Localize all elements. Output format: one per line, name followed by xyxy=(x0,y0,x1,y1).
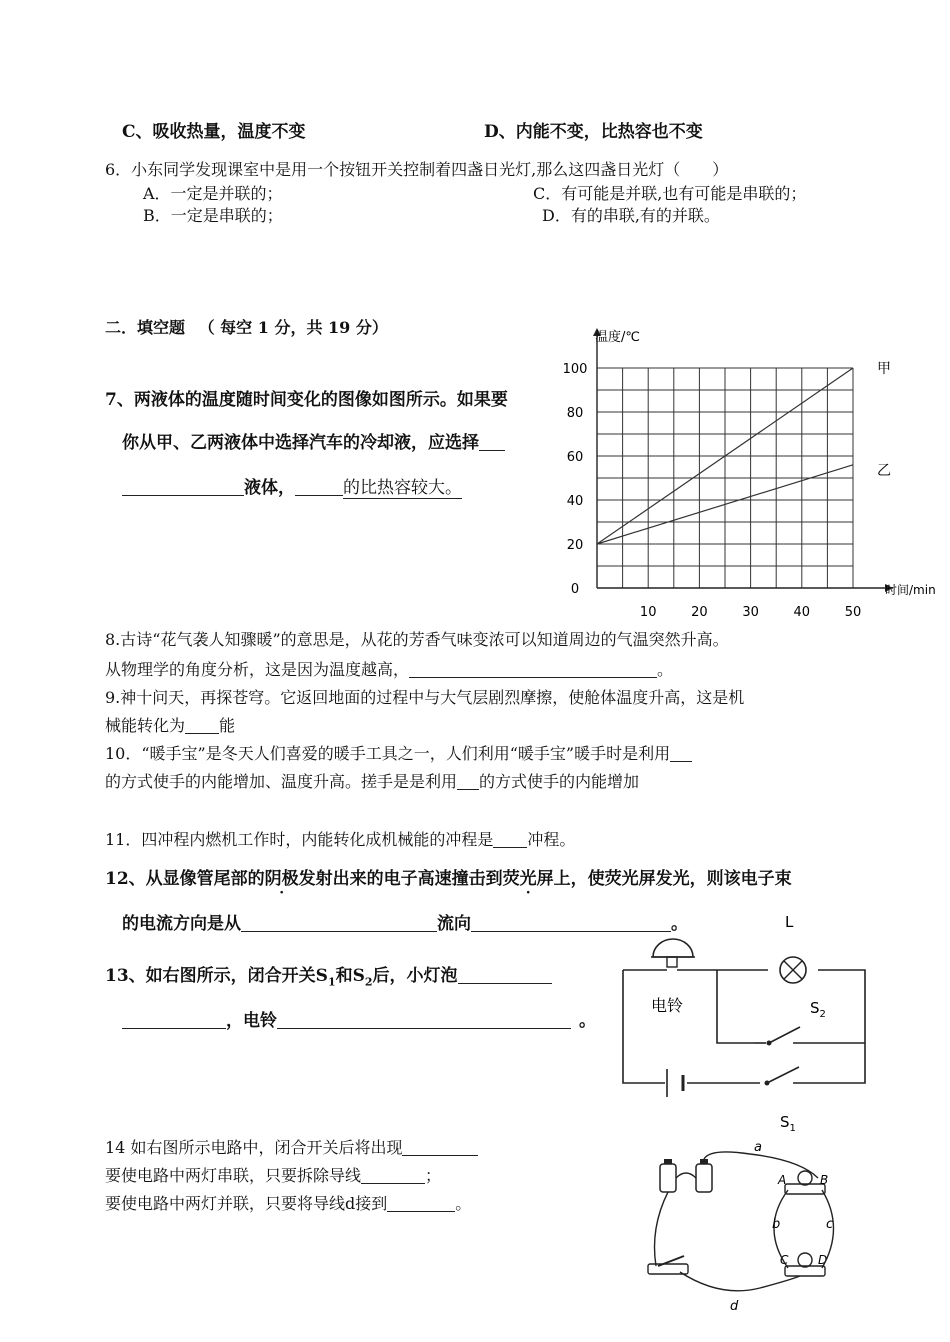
chart-labels xyxy=(563,329,936,620)
q12-line1 xyxy=(105,869,792,889)
q6-option-d: D．有的串联,有的并联。 xyxy=(542,206,720,225)
q14-circuit-drawing xyxy=(640,1138,850,1338)
wire-a-label: a xyxy=(754,1140,762,1155)
y-tick-label: 80 xyxy=(566,406,584,421)
wire-d-label: d xyxy=(730,1299,739,1314)
lamp-top-icon xyxy=(785,1171,825,1194)
q9-line2 xyxy=(105,716,235,736)
q7-line3 xyxy=(122,478,462,498)
lamp-icon xyxy=(780,957,806,983)
q12-text-1: 12、从显像管尾部的 xyxy=(105,869,265,889)
q9-blank[interactable] xyxy=(185,717,219,734)
q13-main-wires xyxy=(623,970,865,1083)
q10-blank-2[interactable] xyxy=(457,773,479,790)
q13-sub-1: 1 xyxy=(327,975,336,989)
knife-switch-icon xyxy=(648,1256,688,1274)
terminal-b-label: B xyxy=(820,1173,829,1187)
q12-line2-b: 流向 xyxy=(437,914,471,934)
q13-line1-text: 13、如右图所示，闭合开关S xyxy=(105,966,328,986)
bell-icon xyxy=(645,939,700,970)
temperature-chart xyxy=(540,320,950,620)
q13-circuit-diagram xyxy=(605,905,885,1135)
x-tick-label: 30 xyxy=(742,605,759,620)
q12-text-3: 发射出来的电子高速撞击到 xyxy=(298,869,503,889)
q13-line1-end: 后，小灯泡 xyxy=(372,966,458,986)
switch-s1-label: $S_1$ xyxy=(780,1113,796,1134)
q13-line2-b: 。 xyxy=(579,1011,596,1031)
wire-a xyxy=(704,1152,818,1178)
terminal-d-label: D xyxy=(818,1253,828,1267)
chart-grid xyxy=(597,368,853,588)
q13-blank-3[interactable] xyxy=(277,1012,571,1029)
q14-line1 xyxy=(105,1138,478,1158)
q7-line1: 7、两液体的温度随时间变化的图像如图所示。如果要 xyxy=(105,390,508,410)
q13-line1 xyxy=(105,966,552,992)
q10-line2-a: 的方式使手的内能增加、温度升高。搓手是是利用 xyxy=(105,772,458,791)
q13-sub-2: 2 xyxy=(364,975,373,989)
battery-pack-icon xyxy=(660,1159,712,1192)
q8-line2 xyxy=(105,660,673,680)
q7-blank-1[interactable] xyxy=(479,434,505,451)
q7-line2 xyxy=(122,433,505,453)
q13-blank-1[interactable] xyxy=(458,967,552,984)
q12-line2-a: 的电流方向是从 xyxy=(122,914,241,934)
q10-line1-text: 10．“暖手宝”是冬天人们喜爱的暖手工具之一，人们利用“暖手宝”暖手时是利用 xyxy=(105,744,671,763)
series-label-1: 甲 xyxy=(877,361,891,377)
q9-line2-b: 能 xyxy=(219,716,236,735)
wire-b-label: b xyxy=(772,1217,781,1232)
q14-line3 xyxy=(105,1194,471,1214)
x-tick-label: 20 xyxy=(691,605,708,620)
q9-line2-a: 械能转化为 xyxy=(105,716,186,735)
q12-blank-1[interactable] xyxy=(241,915,437,932)
switch-s2-label: $S_2$ xyxy=(810,999,826,1020)
q11-line1-b: 冲程。 xyxy=(527,830,576,849)
y-tick-label: 20 xyxy=(566,538,584,553)
battery-icon xyxy=(667,1069,683,1097)
series-label-2: 乙 xyxy=(877,462,891,479)
q7-blank-3[interactable] xyxy=(295,479,343,496)
q13-line1-mid: 和S xyxy=(335,966,365,986)
q9-line1: 9.神十问天，再探苍穹。它返回地面的过程中与大气层剧烈摩擦，使舱体温度升高，这是机 xyxy=(105,688,745,707)
section2-title: 二．填空题 xyxy=(105,318,186,337)
q12-emphasis-cathode: 阴极 xyxy=(264,869,299,889)
y-tick-label: 0 xyxy=(570,582,580,597)
q14-line3-a: 要使电路中两灯并联，只要将导线d接到 xyxy=(105,1194,388,1213)
q14-blank-1[interactable] xyxy=(402,1139,478,1156)
q6-option-a: A．一定是并联的； xyxy=(143,184,283,203)
q12-emphasis-screen: 荧光屏 xyxy=(502,869,554,889)
q14-line2 xyxy=(105,1166,441,1186)
section2-heading xyxy=(105,318,388,338)
q11-blank[interactable] xyxy=(493,831,527,848)
q7-blank-2[interactable] xyxy=(122,479,244,496)
q13-blank-2[interactable] xyxy=(122,1012,226,1029)
q14-line2-b: ； xyxy=(425,1166,442,1185)
q11-line1 xyxy=(105,830,575,850)
q10-line1 xyxy=(105,744,692,764)
q13-line2 xyxy=(122,1011,596,1031)
x-tick-label: 40 xyxy=(793,605,811,620)
q10-line2-b: 的方式使手的内能增加 xyxy=(479,772,640,791)
q14-line1-text: 14 如右图所示电路中，闭合开关后将出现 xyxy=(105,1138,403,1157)
x-axis-label: 时间/min xyxy=(885,583,936,597)
q12-line2-c: 。 xyxy=(671,914,688,934)
q6-stem: 6．小东同学发现课室中是用一个按钮开关控制着四盏日光灯,那么这四盏日光灯（ ） xyxy=(105,160,729,179)
q8-line1: 8.古诗“花气袭人知骤暖”的意思是，从花的芳香气味变浓可以知道周边的气温突然升高。 xyxy=(105,630,729,649)
q14-line3-b: 。 xyxy=(455,1194,472,1213)
lamp-label: L xyxy=(785,913,794,931)
q7-line3-b: 的比热容较大。 xyxy=(343,478,462,498)
q11-line1-a: 11．四冲程内燃机工作时，内能转化成机械能的冲程是 xyxy=(105,830,494,849)
bell-label: 电铃 xyxy=(651,996,684,1015)
q10-blank-1[interactable] xyxy=(670,745,692,762)
q7-line2-text: 你从甲、乙两液体中选择汽车的冷却液，应选择 xyxy=(122,433,479,453)
section2-score: （ 每空 1 分，共 19 分） xyxy=(198,318,388,337)
q8-line2-b: 。 xyxy=(657,660,674,679)
q14-blank-2[interactable] xyxy=(361,1167,425,1184)
x-tick-label: 50 xyxy=(844,605,862,620)
y-tick-label: 60 xyxy=(566,450,584,465)
terminal-a-label: A xyxy=(778,1173,787,1187)
q7-line3-a: 液体， xyxy=(244,478,295,498)
wire-battery-switch xyxy=(655,1192,669,1266)
y-tick-label: 100 xyxy=(562,362,588,377)
q8-blank[interactable] xyxy=(409,661,657,678)
q14-blank-3[interactable] xyxy=(387,1195,455,1212)
wire-c-label: c xyxy=(826,1217,834,1232)
q10-line2 xyxy=(105,772,639,792)
q6-option-b: B．一定是串联的； xyxy=(143,206,283,225)
q12-line2 xyxy=(122,914,688,934)
q5-option-c: C、吸收热量，温度不变 xyxy=(122,122,306,142)
y-tick-label: 40 xyxy=(566,494,584,509)
wire-d xyxy=(680,1272,800,1291)
q5-option-d: D、内能不变，比热容也不变 xyxy=(484,122,703,142)
x-tick-label: 10 xyxy=(639,605,657,620)
q6-option-c: C．有可能是并联,也有可能是串联的； xyxy=(533,184,807,203)
terminal-c-label: C xyxy=(780,1253,789,1267)
q12-text-5: 上，使荧光屏发光，则该电子束 xyxy=(553,869,792,889)
q13-line2-a: ，电铃 xyxy=(226,1011,277,1031)
q14-line2-a: 要使电路中两灯串联，只要拆除导线 xyxy=(105,1166,362,1185)
y-axis-label: 温度/℃ xyxy=(595,330,640,345)
q8-line2-a: 从物理学的角度分析，这是因为温度越高， xyxy=(105,660,410,679)
